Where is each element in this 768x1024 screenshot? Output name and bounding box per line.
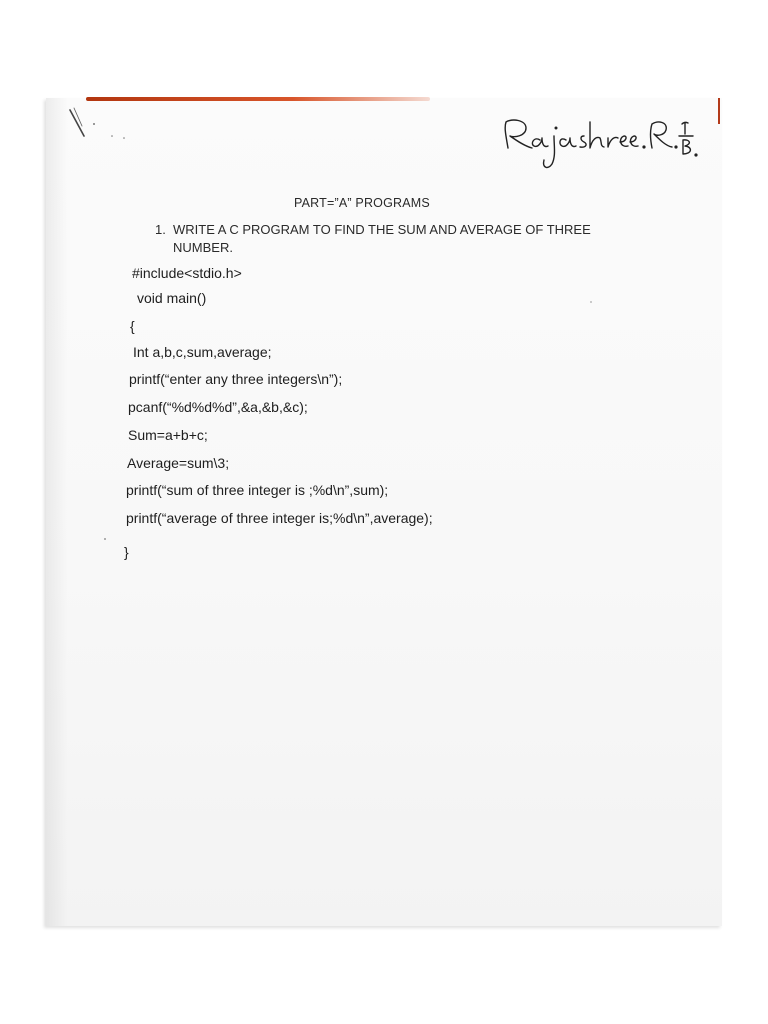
question-number: 1. bbox=[155, 222, 166, 237]
code-line: printf(“average of three integer is;%d\n”,average); bbox=[126, 510, 433, 526]
code-line: printf(“enter any three integers\n”); bbox=[129, 371, 343, 387]
stray-mark bbox=[104, 538, 106, 540]
top-orange-strip bbox=[86, 97, 430, 101]
edge-mark bbox=[718, 98, 720, 124]
code-line: Sum=a+b+c; bbox=[128, 427, 208, 443]
code-line: Int a,b,c,sum,average; bbox=[133, 344, 272, 360]
corner-scribble-mark bbox=[68, 106, 138, 146]
code-line: #include<stdio.h> bbox=[132, 265, 242, 281]
page-heading: PART=”A” PROGRAMS bbox=[294, 196, 430, 210]
code-line: } bbox=[124, 544, 129, 560]
code-line: pcanf(“%d%d%d”,&a,&b,&c); bbox=[128, 399, 308, 415]
code-line: Average=sum\3; bbox=[127, 455, 230, 471]
sheet-shadow bbox=[46, 98, 68, 926]
code-line: void main() bbox=[137, 290, 207, 306]
handwritten-signature bbox=[496, 112, 701, 179]
question-text-line-1: WRITE A C PROGRAM TO FIND THE SUM AND AVERAGE OF THREE bbox=[173, 222, 591, 237]
code-line: printf(“sum of three integer is ;%d\n”,sum); bbox=[126, 482, 389, 498]
stray-mark bbox=[590, 301, 592, 303]
signature-drawing bbox=[496, 112, 701, 174]
question-text-line-2: NUMBER. bbox=[173, 240, 233, 255]
code-line: { bbox=[130, 318, 135, 334]
